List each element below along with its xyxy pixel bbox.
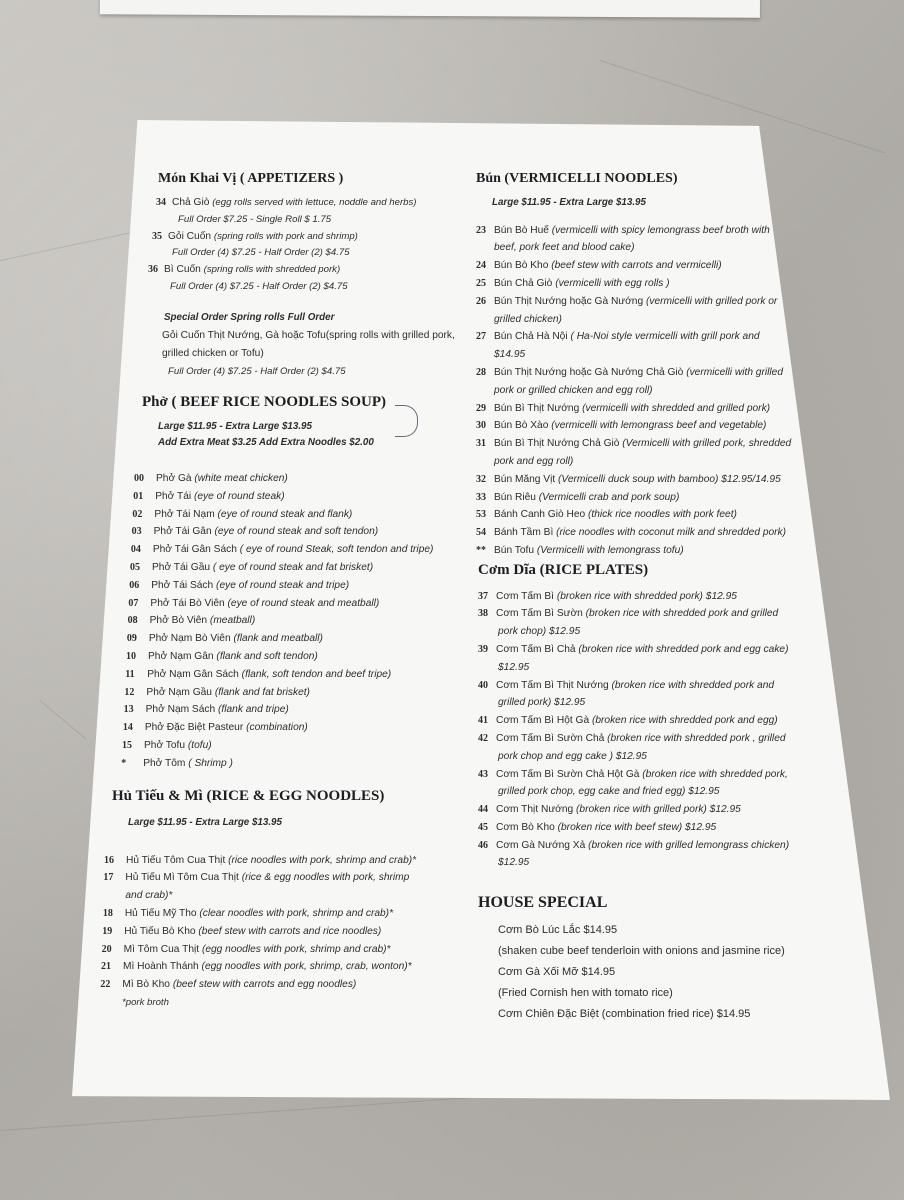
list-item: [478, 605, 791, 623]
item-name: Mì Tôm Cua Thịt: [123, 943, 200, 955]
item-description: (meatball): [209, 615, 256, 627]
list-item: [476, 489, 791, 507]
item-name: Phở Tái Gân Sách: [152, 544, 237, 556]
item-description-continued: grilled pork chop, egg cake and fried egg) $12.95: [498, 786, 720, 798]
list-item: [478, 766, 791, 784]
bun-list: [476, 222, 791, 560]
item-description: (broken rice with shredded pork) $12.95: [556, 590, 737, 602]
item-number: 08: [127, 615, 138, 627]
item-description: ( Ha-Noi style vermicelli with grill pork and: [570, 331, 760, 343]
item-name: Phở Tái Bò Viên: [150, 597, 225, 609]
special-order-line: Gỏi Cuốn Thịt Nướng, Gà hoặc Tofu(spring rolls with grilled pork,: [162, 329, 455, 341]
item-number: 46: [478, 839, 488, 851]
item-name: Phở Gà: [156, 472, 192, 484]
item-name: Cơm Tấm Bì: [496, 590, 555, 602]
item-number: 06: [129, 579, 140, 591]
pho-list: [121, 470, 455, 773]
list-item: [476, 222, 791, 240]
item-number: 11: [125, 668, 135, 680]
list-item: [128, 612, 455, 630]
item-number: 22: [100, 979, 111, 991]
item-description: ( eye of round Steak, soft tendon and tripe): [239, 544, 434, 556]
list-item: 34 Chả Giò (egg rolls served with lettuce, noddle and herbs): [156, 196, 417, 208]
com-list: [476, 588, 791, 873]
item-name: Phở Tofu: [144, 739, 186, 751]
list-item: [132, 523, 455, 541]
item-description: (rice noodles with pork, shrimp and crab)*: [228, 854, 417, 866]
list-item: [476, 506, 791, 524]
item-description: (flank, soft tendon and beef tripe): [241, 668, 392, 680]
item-description: (broken rice with grilled lemongrass chicken): [588, 839, 790, 851]
item-description: (eye of round steak and flank): [217, 508, 353, 520]
item-description: (broken rice with shredded pork and egg): [591, 715, 778, 727]
bun-price: Large $11.95 - Extra Large $13.95: [492, 196, 646, 208]
house-special-line: Cơm Gà Xối Mỡ $14.95: [498, 966, 616, 979]
list-item: [476, 524, 791, 542]
item-description-continued: $12.95: [498, 857, 530, 869]
list-item: [100, 976, 416, 994]
item-description: (broken rice with shredded pork and grilled: [585, 608, 779, 620]
item-name: Bún Bò Kho: [494, 260, 549, 272]
house-special-line: (shaken cube beef tenderloin with onions and jasmine rice): [498, 945, 785, 958]
item-description: (broken rice with shredded pork and egg cake): [578, 643, 789, 655]
list-item: [103, 869, 416, 887]
item-name: Phở Nạm Bò Viên: [148, 633, 231, 645]
item-name: Hủ Tiếu Bò Kho: [124, 925, 196, 937]
item-number: 32: [476, 473, 486, 485]
list-item: [476, 257, 791, 275]
item-name: Bún Măng Vịt: [494, 473, 556, 485]
com-heading: Cơm Dĩa (RICE PLATES): [478, 561, 649, 578]
item-name: Phở Tái Nạm: [154, 508, 215, 520]
item-name: Mì Bò Kho: [122, 979, 170, 991]
item-number: 01: [133, 490, 144, 502]
item-description: (broken rice with grilled pork) $12.95: [576, 804, 741, 816]
item-description: ( Shrimp ): [188, 757, 233, 769]
item-number: 31: [476, 438, 486, 450]
left-column: [121, 170, 455, 773]
item-name: Phở Tái Gân: [153, 526, 212, 538]
item-number: 40: [478, 679, 488, 691]
footnote: *pork broth: [122, 996, 169, 1008]
list-item: [122, 737, 455, 755]
item-description: (broken rice with shredded pork,: [642, 768, 788, 780]
item-description: (white meat chicken): [194, 472, 288, 484]
item-name: Bún Chả Hà Nội: [494, 331, 568, 343]
item-number: 00: [134, 472, 144, 484]
special-order-line: grilled chicken or Tofu): [162, 347, 264, 359]
item-number: 45: [478, 821, 488, 833]
item-number: 42: [478, 732, 488, 744]
background-paper-top: [100, 0, 760, 18]
special-order-price: Full Order (4) $7.25 - Half Order (2) $4.75: [168, 365, 346, 377]
item-name: Cơm Tấm Bì Hột Gà: [496, 715, 590, 727]
house-special-line: Cơm Bò Lúc Lắc $14.95: [498, 924, 618, 937]
list-item: [127, 630, 455, 648]
item-number: 04: [130, 544, 141, 556]
item-description: (eye of round steak and meatball): [227, 597, 380, 609]
bun-heading: Bún (VERMICELLI NOODLES): [476, 171, 678, 186]
item-name: Hủ Tiếu Mì Tôm Cua Thịt: [125, 872, 239, 884]
item-price: Full Order (4) $7.25 - Half Order (2) $4.75: [170, 281, 348, 293]
item-description: (rice & egg noodles with pork, shrimp: [241, 872, 410, 884]
list-item: [478, 801, 791, 819]
item-number: 27: [476, 331, 486, 343]
item-description: (eye of round steak and soft tendon): [214, 526, 379, 538]
item-description-continued: grilled chicken): [494, 313, 562, 325]
item-name: Phở Nạm Gân: [148, 650, 214, 662]
list-item: [102, 923, 416, 941]
item-description: (broken rice with beef stew) $12.95: [557, 821, 717, 833]
item-description: (broken rice with shredded pork , grilled: [607, 732, 786, 744]
item-description: (flank and soft tendon): [216, 650, 318, 662]
item-name: Phở Tái: [155, 490, 192, 502]
item-name: Phở Đặc Biệt Pasteur: [144, 722, 244, 734]
item-number: 43: [478, 768, 488, 780]
item-description: (beef stew with carrots and egg noodles): [172, 979, 357, 991]
item-name: Phở Tái Gầu: [152, 561, 211, 573]
item-number: 18: [102, 907, 113, 919]
item-description: (Vermicelli crab and pork soup): [538, 491, 680, 503]
item-name: Phở Tôm: [143, 757, 186, 769]
list-item: [476, 435, 791, 453]
item-number: 30: [476, 420, 486, 432]
list-item: [476, 328, 791, 346]
item-name: Bún Thịt Nướng hoặc Gà Nướng Chả Giò: [494, 366, 684, 378]
item-name: Phở Tái Sách: [151, 579, 214, 591]
item-description: (flank and meatball): [233, 633, 323, 645]
item-name: Phở Nạm Gầu: [146, 686, 212, 698]
item-number: 53: [476, 509, 486, 521]
item-description: (rice noodles with coconut milk and shredded pork): [556, 527, 787, 539]
item-description: (tofu): [187, 739, 212, 751]
list-item: [476, 364, 791, 382]
item-name: Cơm Tấm Bì Sườn Chả Hột Gà: [496, 768, 640, 780]
item-description: (broken rice with shredded pork and: [611, 679, 775, 691]
list-item: [478, 837, 791, 855]
list-item: [104, 852, 416, 870]
item-number: 15: [122, 739, 132, 751]
item-name: Cơm Tấm Bì Sườn Chả: [496, 732, 605, 744]
item-number: 16: [104, 854, 114, 866]
item-description: (eye of round steak and tripe): [216, 579, 350, 591]
item-name: Hủ Tiếu Tôm Cua Thịt: [126, 854, 226, 866]
special-order-title: Special Order Spring rolls Full Order: [164, 312, 335, 324]
list-item: [124, 684, 454, 702]
item-description: (egg noodles with pork, shrimp, crab, wonton)*: [201, 961, 412, 973]
list-item: 35 Gỏi Cuốn (spring rolls with pork and shrimp): [152, 230, 358, 242]
list-item: [476, 400, 791, 418]
item-name: Phở Nạm Gân Sách: [147, 668, 239, 680]
item-description: ( eye of round steak and fat brisket): [212, 561, 374, 573]
item-number: 23: [476, 224, 486, 236]
hu-tieu-price: Large $11.95 - Extra Large $13.95: [128, 816, 282, 828]
item-name: Bún Bò Huế: [494, 224, 549, 236]
item-description-continued: pork chop and egg cake ) $12.95: [498, 750, 647, 762]
hu-tieu-list: [100, 852, 417, 994]
list-item: [476, 275, 791, 293]
item-description: (flank and fat brisket): [214, 686, 310, 698]
list-item: [101, 958, 416, 976]
list-item: [478, 641, 791, 659]
list-item: [126, 648, 455, 666]
item-name: Bánh Tầm Bì: [494, 527, 554, 539]
item-name: Hủ Tiếu Mỹ Tho: [124, 907, 197, 919]
hu-tieu-section: [100, 788, 417, 1012]
item-number: 33: [476, 491, 486, 503]
item-name: Phở Bò Viên: [149, 615, 208, 627]
house-special-heading: HOUSE SPECIAL: [478, 894, 608, 912]
item-description-continued: beef, pork feet and blood cake): [494, 242, 635, 254]
hu-tieu-heading: Hủ Tiếu & Mì (RICE & EGG NOODLES): [112, 788, 385, 804]
item-price: Full Order (4) $7.25 - Half Order (2) $4.75: [172, 247, 350, 259]
item-number: 10: [126, 650, 136, 662]
item-description: (egg noodles with pork, shrimp and crab)*: [201, 943, 391, 955]
item-number: **: [476, 544, 486, 556]
item-number: 09: [126, 633, 137, 645]
list-item: 36 Bì Cuốn (spring rolls with shredded pork): [148, 264, 341, 276]
item-name: Bún Chả Giò: [494, 277, 553, 289]
item-description: (beef stew with carrots and rice noodles): [198, 925, 382, 937]
item-number: 05: [130, 561, 140, 573]
item-name: Bún Bì Thịt Nướng Chả Giò: [494, 438, 620, 450]
item-number: 14: [122, 722, 133, 734]
item-number: 38: [478, 608, 488, 620]
right-column: [476, 170, 791, 1025]
item-number: 26: [476, 295, 486, 307]
item-number: 07: [128, 597, 139, 609]
list-item: [478, 712, 791, 730]
appetizers-heading: Món Khai Vị ( APPETIZERS ): [158, 171, 344, 186]
item-description: (Vermicelli duck soup with bamboo) $12.95/14.95: [558, 473, 781, 485]
list-item: [131, 541, 455, 559]
list-item: [121, 755, 455, 773]
item-name: Cơm Tấm Bì Chả: [496, 643, 576, 655]
item-number: 13: [123, 704, 134, 716]
item-description: (flank and tripe): [218, 704, 289, 716]
item-description-continued: pork chop) $12.95: [498, 626, 581, 638]
item-name: Bún Bì Thịt Nướng: [494, 402, 580, 414]
item-number: 29: [476, 402, 486, 414]
list-item: [478, 730, 791, 748]
item-description-continued: and crab)*: [125, 890, 173, 902]
house-special-list: [498, 920, 791, 1025]
item-number: 03: [131, 526, 142, 538]
list-item: [128, 595, 454, 613]
item-description: (vermicelli with grilled pork or: [645, 295, 778, 307]
list-item: [134, 470, 455, 488]
item-description: (thick rice noodles with pork feet): [588, 509, 737, 521]
item-name: Bún Thịt Nướng hoặc Gà Nướng: [494, 295, 644, 307]
item-number: *: [121, 757, 127, 769]
list-item: [130, 559, 455, 577]
item-description-continued: $12.95: [498, 661, 530, 673]
list-item: [133, 488, 455, 506]
item-name: Cơm Bò Kho: [496, 821, 555, 833]
list-item: [103, 905, 416, 923]
item-name: Phở Nạm Sách: [145, 704, 216, 716]
item-name: Cơm Thịt Nướng: [496, 804, 574, 816]
item-description-continued: $14.95: [494, 349, 526, 361]
house-special-line: (Fried Cornish hen with tomato rice): [498, 987, 673, 1000]
item-description: (vermicelli with grilled: [686, 366, 783, 378]
item-number: 54: [476, 527, 486, 539]
list-item: [102, 941, 417, 959]
item-description: (vermicelli with shredded and grilled pork): [582, 402, 771, 414]
pho-extras: Add Extra Meat $3.25 Add Extra Noodles $2.00: [158, 436, 374, 448]
item-description: (combination): [246, 722, 308, 734]
pho-heading: Phở ( BEEF RICE NOODLES SOUP): [142, 394, 387, 411]
item-number: 25: [476, 277, 486, 289]
item-number: 41: [478, 715, 488, 727]
item-description: (vermicelli with spicy lemongrass beef broth with: [551, 224, 770, 236]
list-item: [476, 417, 791, 435]
item-name: Bún Bò Xào: [494, 420, 549, 432]
item-name: Bánh Canh Giò Heo: [494, 509, 586, 521]
item-price: Full Order $7.25 - Single Roll $ 1.75: [178, 213, 332, 225]
item-number: 28: [476, 366, 486, 378]
item-number: 19: [102, 925, 113, 937]
item-description: (vermicelli with egg rolls ): [555, 277, 670, 289]
item-number: 02: [132, 508, 143, 520]
list-item: [125, 666, 455, 684]
list-item: [478, 677, 791, 695]
house-special-line: Cơm Chiên Đặc Biệt (combination fried rice) $14.95: [498, 1008, 751, 1021]
item-description: (beef stew with carrots and vermicelli): [551, 260, 722, 272]
item-description: (Vermicelli with lemongrass tofu): [536, 544, 684, 556]
item-description: (Vermicelli with grilled pork, shredded: [622, 438, 792, 450]
list-item: [478, 819, 791, 837]
item-description-continued: pork and egg roll): [494, 455, 574, 467]
list-item: [123, 719, 455, 737]
item-description: (vermicelli with lemongrass beef and vegetable): [551, 420, 767, 432]
item-number: 24: [476, 260, 486, 272]
item-name: Bún Riêu: [494, 491, 536, 503]
item-number: 44: [478, 804, 488, 816]
item-description-continued: grilled pork) $12.95: [498, 697, 586, 709]
item-name: Cơm Tấm Bì Sườn: [496, 608, 583, 620]
item-number: 39: [478, 643, 488, 655]
item-description: (clear noodles with pork, shrimp and crab)*: [199, 907, 394, 919]
item-name: Cơm Tấm Bì Thịt Nướng: [496, 679, 609, 691]
list-item: [476, 471, 791, 489]
list-item: [124, 701, 455, 719]
item-name: Bún Tofu: [494, 544, 535, 556]
item-description: (eye of round steak): [194, 490, 285, 502]
list-item: [478, 588, 791, 606]
item-number: 21: [101, 961, 111, 973]
list-item: [132, 506, 454, 524]
item-number: 17: [103, 872, 114, 884]
item-number: 37: [478, 590, 488, 602]
list-item: [476, 293, 791, 311]
item-number: 12: [124, 686, 135, 698]
list-item: [129, 577, 455, 595]
item-number: 20: [101, 943, 112, 955]
list-item: [476, 542, 791, 560]
pho-price: Large $11.95 - Extra Large $13.95: [158, 421, 312, 433]
item-name: Cơm Gà Nướng Xả: [496, 839, 586, 851]
item-name: Mì Hoành Thánh: [123, 961, 199, 973]
item-description-continued: pork or grilled chicken and egg roll): [494, 384, 653, 396]
